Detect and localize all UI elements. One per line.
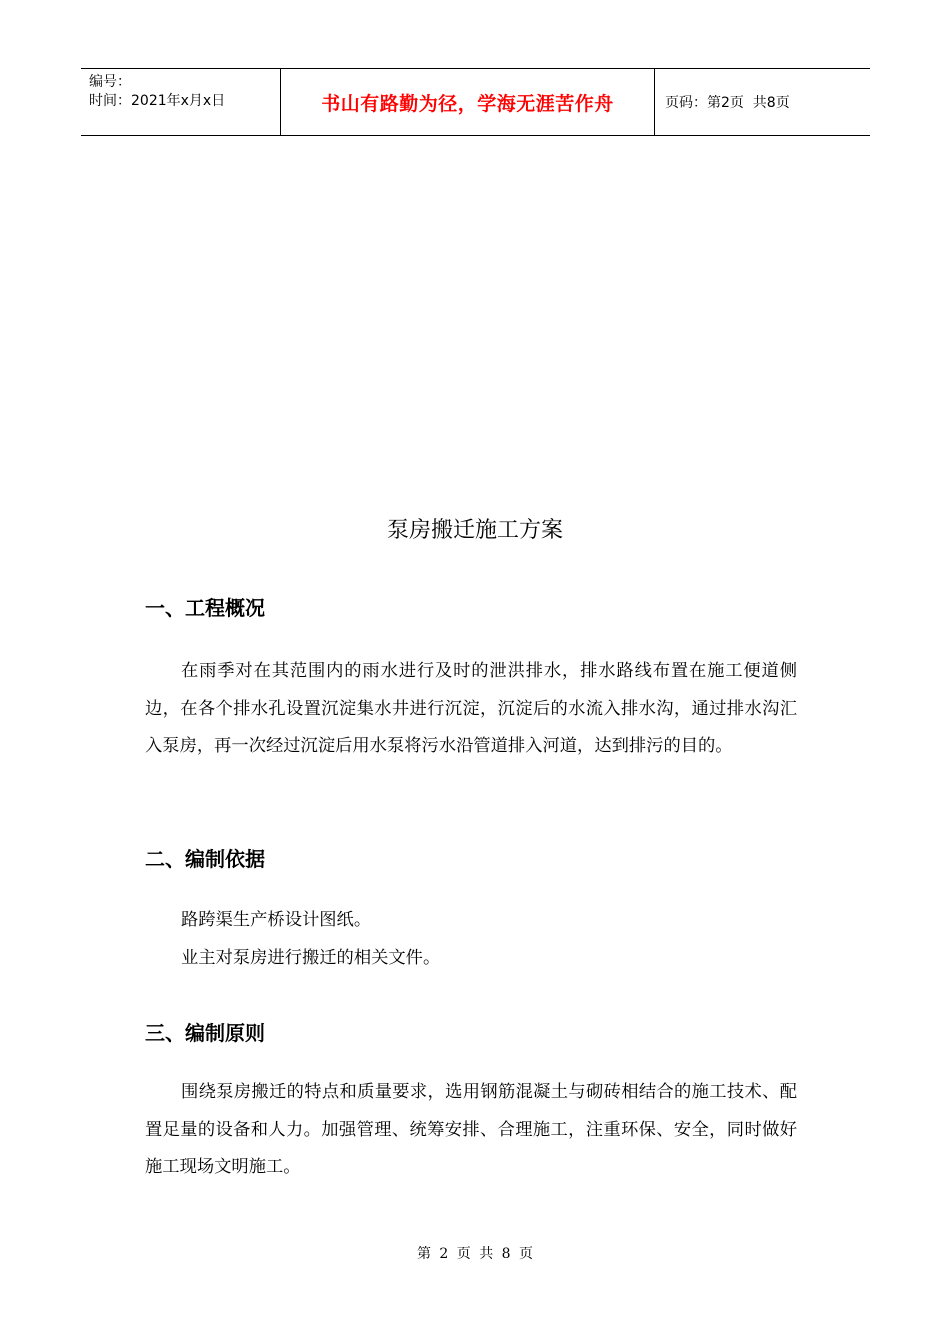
- header-number-label: 编号：: [89, 74, 131, 90]
- page-header: [81, 68, 870, 136]
- header-date-label: 时间：2021年x月x日: [89, 93, 226, 109]
- header-page-label: 页码：第2页 共8页: [665, 95, 790, 111]
- basis-item-1: 路跨渠生产桥设计图纸。: [181, 910, 372, 930]
- basis-item-2: 业主对泵房进行搬迁的相关文件。: [181, 948, 441, 968]
- header-motto: 书山有路勤为径，学海无涯苦作舟: [281, 69, 655, 135]
- section-paragraph-principles: 围绕泵房搬迁的特点和质量要求，选用钢筋混凝土与砌砖相结合的施工技术、配置足量的设备和人力。加强管理、统筹安排、合理施工，注重环保、安全，同时做好施工现场文明施工。: [145, 1082, 797, 1177]
- header-page-cell: [655, 69, 870, 135]
- section-paragraph-overview: 在雨季对在其范围内的雨水进行及时的泄洪排水，排水路线布置在施工便道侧边，在各个排水孔设置沉淀集水井进行沉淀，沉淀后的水流入排水沟，通过排水沟汇入泵房，再一次经过沉淀后用水泵将污水沿管道排入河道，达到排污的目的。: [145, 661, 797, 756]
- section-heading-principles: 三、编制原则: [145, 1021, 265, 1045]
- page-footer: 第 2 页 共 8 页: [416, 1246, 534, 1262]
- header-meta-cell: [81, 69, 281, 135]
- document-title: 泵房搬迁施工方案: [386, 518, 563, 543]
- section-heading-overview: 一、工程概况: [145, 596, 265, 620]
- section-heading-basis: 二、编制依据: [145, 847, 265, 871]
